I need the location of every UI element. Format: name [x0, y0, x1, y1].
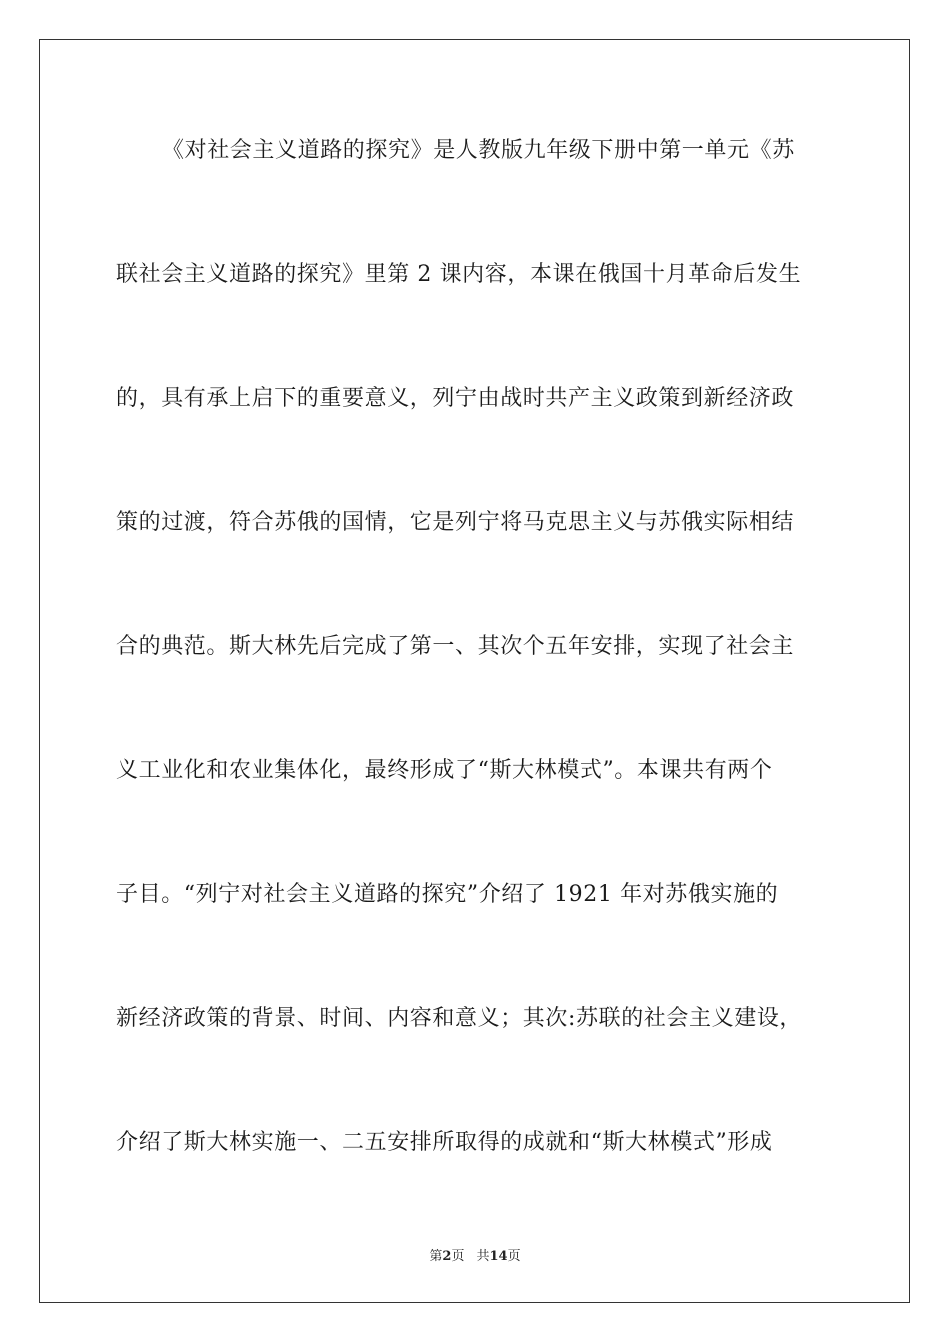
- page-number: 2: [442, 1249, 452, 1264]
- text-line-3: 的，具有承上启下的重要意义，列宁由战时共产主义政策到新经济政: [116, 386, 795, 411]
- text-line-7: 子目。“列宁对社会主义道路的探究”介绍了 1921 年对苏俄实施的: [116, 882, 779, 907]
- text-line-8: 新经济政策的背景、时间、内容和意义；其次:苏联的社会主义建设，: [116, 1006, 803, 1031]
- text-line-1: 《对社会主义道路的探究》是人教版九年级下册中第一单元《苏: [162, 138, 795, 163]
- text-line-2: 联社会主义道路的探究》里第 2 课内容，本课在俄国十月革命后发生: [116, 262, 802, 287]
- page-suffix: 页: [451, 1249, 465, 1264]
- page-border: [39, 39, 910, 1303]
- text-line-5: 合的典范。斯大林先后完成了第一、其次个五年安排，实现了社会主: [116, 634, 795, 659]
- total-prefix: 共: [476, 1249, 490, 1264]
- text-line-4: 策的过渡，符合苏俄的国情，它是列宁将马克思主义与苏俄实际相结: [116, 510, 795, 535]
- page-footer: [0, 1245, 950, 1264]
- total-suffix: 页: [507, 1249, 521, 1264]
- text-line-9: 介绍了斯大林实施一、二五安排所取得的成就和“斯大林模式”形成: [116, 1130, 773, 1155]
- page-total: 14: [489, 1249, 508, 1264]
- page-prefix: 第: [429, 1249, 443, 1264]
- text-line-6: 义工业化和农业集体化，最终形成了“斯大林模式”。本课共有两个: [116, 758, 773, 783]
